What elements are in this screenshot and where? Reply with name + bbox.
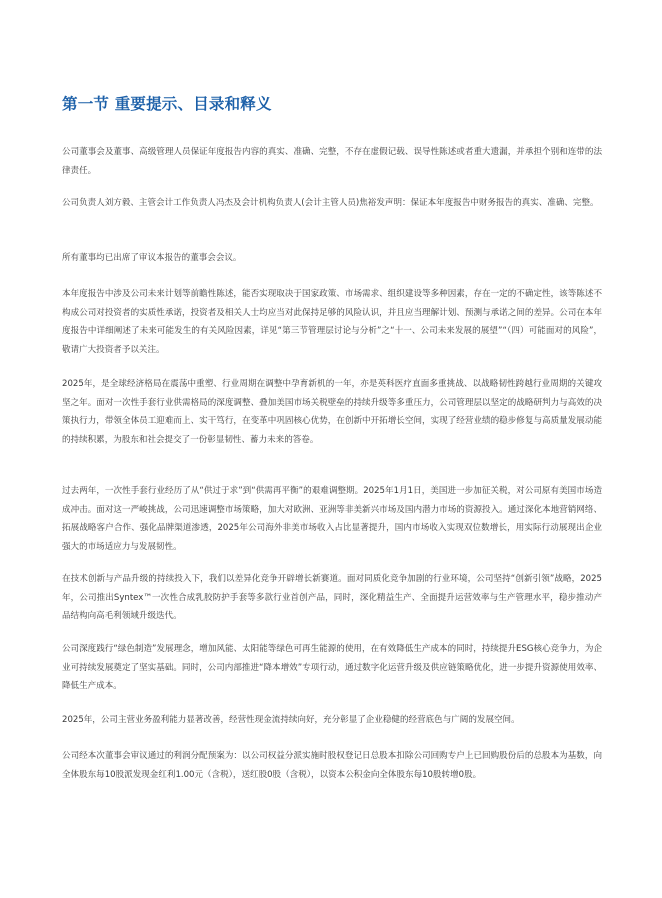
- paragraph-green-manufacturing: 公司深度践行“绿色制造”发展理念，增加风能、太阳能等绿色可再生能源的使用，在有效降低生产成本的同时，持续提升ESG核心竞争力，为企业可持续发展奠定了坚实基础。同时，公司内部推进“降本增效”专项行动，通过数字化运营升级及供应链策略优化，进一步提升资源使用效率、降低生产成本。: [62, 644, 602, 691]
- paragraph-forward-looking: 本年度报告中涉及公司未来计划等前瞻性陈述，能否实现取决于国家政策、市场需求、组织建设等多种因素，存在一定的不确定性，该等陈述不构成公司对投资者的实质性承诺，投资者及相关人士均应当对此保持足够的风险认识，并且应当理解计划、预测与承诺之间的差异。公司在本年度报告中详细阐述了未来可能发生的有关风险因素，详见“第三节管理层讨论与分析”之“十一、公司未来发展的展望”“（四）可能面对的风险”，敬请广大投资者予以关注。: [62, 289, 602, 355]
- paragraph-directors-attendance: 所有董事均已出席了审议本报告的董事会会议。: [62, 253, 242, 263]
- paragraph-2025-overview: 2025年，是全球经济格局在震荡中重塑、行业周期在调整中孕育新机的一年，亦是英科医疗直面多重挑战、以战略韧性跨越行业周期的关键攻坚之年。面对一次性手套行业供需格局的深度调整、叠加美国市场关税壁垒的持续升级等多重压力，公司管理层以坚定的战略研判力与高效的决策执行力，带领全体员工迎难而上、实干笃行，在变革中巩固核心优势，在创新中开拓增长空间，实现了经营业绩的稳步修复与高质量发展动能的持续积累，为股东和社会提交了一份彰显韧性、蓄力未来的答卷。: [62, 379, 602, 445]
- paragraph-market-adjustment: 过去两年，一次性手套行业经历了从“供过于求”到“供需再平衡”的艰难调整期。2025年1月1日，美国进一步加征关税，对公司原有美国市场造成冲击。面对这一严峻挑战，公司迅速调整市场策略，加大对欧洲、亚洲等非美新兴市场及国内潜力市场的资源投入。通过深化本地营销网络、拓展战略客户合作、强化品牌渠道渗透，2025年公司海外非美市场收入占比显著提升，国内市场收入实现双位数增长，用实际行动展现出企业强大的市场适应力与发展韧性。: [62, 486, 602, 552]
- section-title: 第一节 重要提示、目录和释义: [62, 95, 272, 113]
- paragraph-innovation: 在技术创新与产品升级的持续投入下，我们以差异化竞争开辟增长新赛道。面对同质化竞争加剧的行业环境，公司坚持“创新引领”战略，2025年，公司推出Syntex™一次性合成乳胶防护手套等多款行业首创产品，同时，深化精益生产、全面提升运营效率与生产管理水平，稳步推动产品结构向高毛利领域升级迭代。: [62, 574, 602, 621]
- paragraph-responsible-persons: 公司负责人刘方毅、主管会计工作负责人冯杰及会计机构负责人(会计主管人员)焦裕发声明：保证本年度报告中财务报告的真实、准确、完整。: [62, 198, 599, 208]
- paragraph-profit-distribution: 公司经本次董事会审议通过的利润分配预案为：以公司权益分派实施时股权登记日总股本扣除公司回购专户上已回购股份后的总股本为基数，向全体股东每10股派发现金红利1.00元（含税），送红股0股（含税），以资本公积金向全体股东每10股转增0股。: [62, 751, 602, 780]
- paragraph-board-guarantee: 公司董事会及董事、高级管理人员保证年度报告内容的真实、准确、完整，不存在虚假记载、误导性陈述或者重大遗漏，并承担个别和连带的法律责任。: [62, 147, 602, 176]
- paragraph-profitability: 2025年，公司主营业务盈利能力显著改善，经营性现金流持续向好，充分彰显了企业稳健的经营底色与广阔的发展空间。: [62, 715, 520, 725]
